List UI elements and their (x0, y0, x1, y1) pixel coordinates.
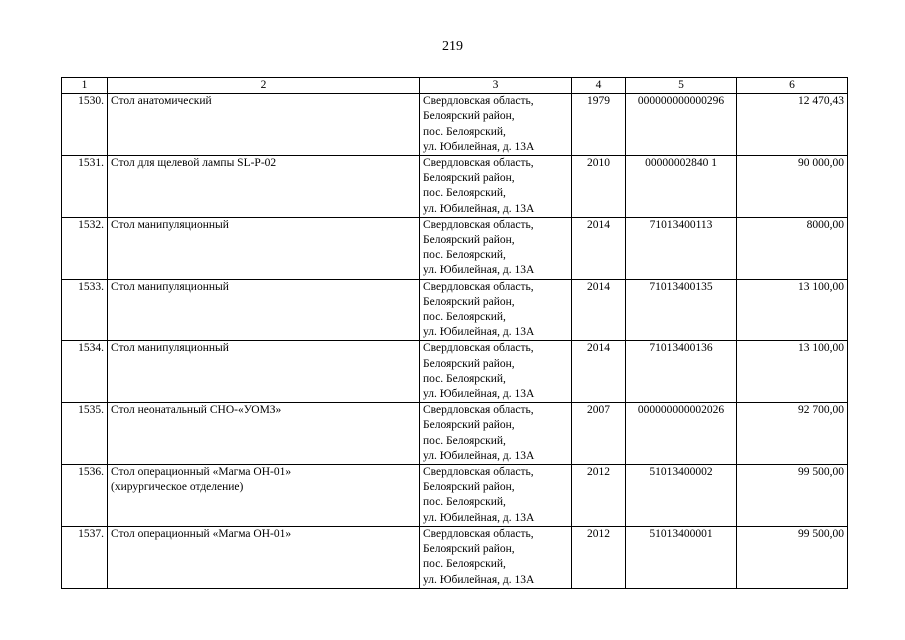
item-address-line: Свердловская область, (423, 466, 534, 479)
item-cost: 99 500,00 (737, 465, 848, 527)
item-address-line: ул. Юбилейная, д. 13А (423, 449, 535, 462)
column-header-6: 6 (737, 78, 848, 94)
item-year: 2014 (572, 217, 626, 279)
row-number: 1537. (62, 526, 108, 588)
item-name-line: Стол неонатальный СНО-«УОМЗ» (111, 404, 282, 417)
item-address-line: Белоярский район, (423, 419, 515, 432)
inventory-number: 00000002840 1 (626, 156, 737, 218)
item-name (108, 279, 420, 341)
item-year: 2014 (572, 279, 626, 341)
item-address-line: Белоярский район, (423, 357, 515, 370)
inventory-number: 71013400113 (626, 217, 737, 279)
item-cost: 99 500,00 (737, 526, 848, 588)
item-address (420, 217, 572, 279)
item-cost: 12 470,43 (737, 94, 848, 156)
item-address-line: ул. Юбилейная, д. 13А (423, 326, 535, 339)
item-address (420, 526, 572, 588)
item-address-line: Свердловская область, (423, 95, 534, 108)
item-address-line: ул. Юбилейная, д. 13А (423, 388, 535, 401)
table-row (62, 94, 848, 156)
column-header-1: 1 (62, 78, 108, 94)
item-address-line: пос. Белоярский, (423, 187, 506, 200)
item-address (420, 279, 572, 341)
item-address-line: пос. Белоярский, (423, 311, 506, 324)
table-row (62, 526, 848, 588)
item-address-line: Свердловская область, (423, 527, 534, 540)
page-number: 219 (442, 39, 463, 54)
item-name (108, 465, 420, 527)
item-name (108, 526, 420, 588)
item-address-line: Белоярский район, (423, 172, 515, 185)
item-address-line: Свердловская область, (423, 218, 534, 231)
item-address-line: ул. Юбилейная, д. 13А (423, 511, 535, 524)
table-row (62, 465, 848, 527)
item-address-line: Свердловская область, (423, 157, 534, 170)
table-body (62, 94, 848, 589)
item-cost: 13 100,00 (737, 341, 848, 403)
inventory-number: 71013400136 (626, 341, 737, 403)
item-name-line: Стол манипуляционный (111, 280, 229, 293)
item-name-line: Стол операционный «Магма ОН-01» (111, 527, 292, 540)
inventory-number: 51013400002 (626, 465, 737, 527)
item-address (420, 341, 572, 403)
item-year: 2014 (572, 341, 626, 403)
table-header-row (62, 78, 848, 94)
item-name (108, 341, 420, 403)
item-name (108, 403, 420, 465)
item-address-line: Свердловская область, (423, 280, 534, 293)
item-year: 2010 (572, 156, 626, 218)
item-address-line: Белоярский район, (423, 110, 515, 123)
column-header-4: 4 (572, 78, 626, 94)
item-cost: 90 000,00 (737, 156, 848, 218)
item-year: 1979 (572, 94, 626, 156)
item-address-line: Свердловская область, (423, 342, 534, 355)
table-row (62, 279, 848, 341)
row-number: 1533. (62, 279, 108, 341)
item-name-line: (хирургическое отделение) (111, 481, 244, 494)
item-cost: 8000,00 (737, 217, 848, 279)
table-row (62, 341, 848, 403)
item-cost: 92 700,00 (737, 403, 848, 465)
row-number: 1536. (62, 465, 108, 527)
table-row (62, 156, 848, 218)
table-row (62, 217, 848, 279)
item-year: 2012 (572, 526, 626, 588)
item-name-line: Стол манипуляционный (111, 342, 229, 355)
item-name (108, 217, 420, 279)
item-address-line: пос. Белоярский, (423, 125, 506, 138)
item-address (420, 403, 572, 465)
table-row (62, 403, 848, 465)
item-address-line: Белоярский район, (423, 295, 515, 308)
row-number: 1534. (62, 341, 108, 403)
item-address-line: пос. Белоярский, (423, 434, 506, 447)
item-address-line: пос. Белоярский, (423, 558, 506, 571)
inventory-number: 000000000000296 (626, 94, 737, 156)
item-cost: 13 100,00 (737, 279, 848, 341)
item-address (420, 465, 572, 527)
item-address (420, 94, 572, 156)
item-address-line: Белоярский район, (423, 234, 515, 247)
item-address-line: пос. Белоярский, (423, 372, 506, 385)
item-year: 2007 (572, 403, 626, 465)
item-address-line: пос. Белоярский, (423, 249, 506, 262)
column-header-5: 5 (626, 78, 737, 94)
item-name-line: Стол операционный «Магма ОН-01» (111, 466, 292, 479)
row-number: 1532. (62, 217, 108, 279)
row-number: 1531. (62, 156, 108, 218)
item-address-line: ул. Юбилейная, д. 13А (423, 202, 535, 215)
inventory-number: 51013400001 (626, 526, 737, 588)
item-address-line: Белоярский район, (423, 543, 515, 556)
item-name-line: Стол анатомический (111, 95, 212, 108)
property-table (61, 77, 848, 589)
item-address-line: ул. Юбилейная, д. 13А (423, 573, 535, 586)
inventory-number: 71013400135 (626, 279, 737, 341)
item-address-line: Свердловская область, (423, 404, 534, 417)
item-address-line: ул. Юбилейная, д. 13А (423, 140, 535, 153)
row-number: 1535. (62, 403, 108, 465)
row-number: 1530. (62, 94, 108, 156)
inventory-number: 000000000002026 (626, 403, 737, 465)
item-name (108, 156, 420, 218)
column-header-2: 2 (108, 78, 420, 94)
item-name-line: Стол для щелевой лампы SL-P-02 (111, 157, 277, 170)
item-name (108, 94, 420, 156)
item-name-line: Стол манипуляционный (111, 218, 229, 231)
item-year: 2012 (572, 465, 626, 527)
item-address-line: пос. Белоярский, (423, 496, 506, 509)
column-header-3: 3 (420, 78, 572, 94)
item-address (420, 156, 572, 218)
item-address-line: ул. Юбилейная, д. 13А (423, 264, 535, 277)
item-address-line: Белоярский район, (423, 481, 515, 494)
